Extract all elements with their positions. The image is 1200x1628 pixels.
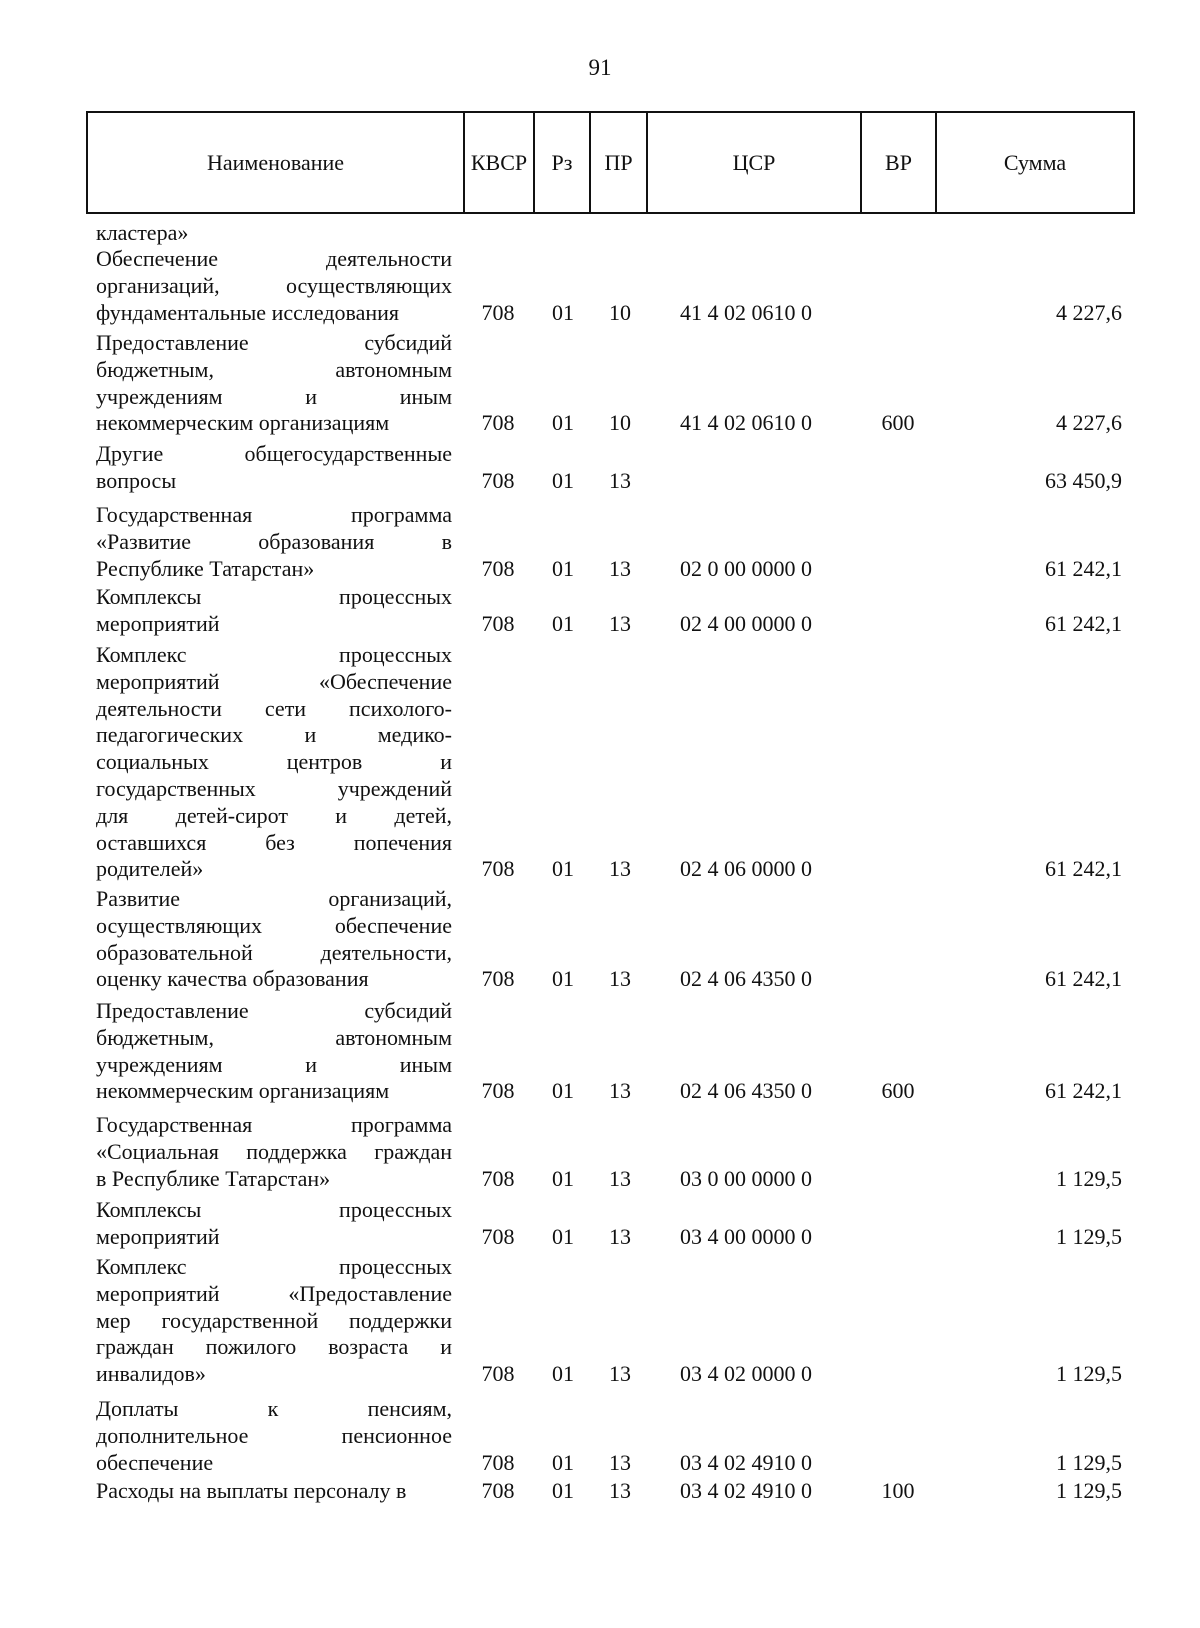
row-sum: 61 242,1 bbox=[1045, 966, 1122, 992]
row-csr: 03 4 00 0000 0 bbox=[680, 1223, 812, 1249]
row-pr: 13 bbox=[609, 966, 631, 992]
row-pr: 13 bbox=[609, 1078, 631, 1104]
row-sum: 61 242,1 bbox=[1045, 1078, 1122, 1104]
row-name-line: Комплекс процессных bbox=[96, 642, 452, 667]
row-name-line: мероприятий «Предоставление bbox=[96, 1280, 452, 1306]
row-pr: 10 bbox=[609, 299, 631, 325]
row-name bbox=[96, 246, 452, 326]
row-name bbox=[96, 220, 452, 247]
row-name-line: Комплекс процессных bbox=[96, 1254, 452, 1279]
row-name-line: бюджетным, автономным bbox=[96, 356, 452, 382]
row-name-line: Комплексы процессных bbox=[96, 584, 452, 609]
row-rz: 01 bbox=[552, 410, 574, 436]
row-csr: 03 4 02 0000 0 bbox=[680, 1361, 812, 1387]
row-name-line: Государственная программа bbox=[96, 1112, 452, 1137]
row-name-line: Развитие организаций, bbox=[96, 886, 452, 911]
header-vr: ВР bbox=[885, 149, 912, 175]
row-vr: 600 bbox=[881, 1078, 915, 1104]
row-kvsr: 708 bbox=[481, 410, 515, 436]
row-rz: 01 bbox=[552, 1449, 574, 1475]
row-sum: 61 242,1 bbox=[1045, 555, 1122, 581]
row-name-line: Государственная программа bbox=[96, 502, 452, 527]
row-name-line: Другие общегосударственные bbox=[96, 441, 452, 466]
row-rz: 01 bbox=[552, 1165, 574, 1191]
row-name-line: оценку качества образования bbox=[96, 966, 369, 992]
row-csr: 41 4 02 0610 0 bbox=[680, 299, 812, 325]
row-name-line: Расходы на выплаты персоналу в bbox=[96, 1478, 407, 1503]
table-header bbox=[86, 111, 1135, 214]
row-name-line: Предоставление субсидий bbox=[96, 998, 452, 1023]
row-csr: 02 4 06 4350 0 bbox=[680, 1078, 812, 1104]
row-name-line: Комплексы процессных bbox=[96, 1197, 452, 1222]
row-name-line: фундаментальные исследования bbox=[96, 299, 400, 325]
row-name-line: деятельности сети психолого- bbox=[96, 695, 452, 721]
row-csr: 02 4 06 0000 0 bbox=[680, 856, 812, 882]
row-name bbox=[96, 1112, 452, 1192]
row-name-line: мероприятий «Обеспечение bbox=[96, 668, 452, 694]
row-kvsr: 708 bbox=[481, 856, 515, 882]
header-pr: ПР bbox=[604, 149, 633, 175]
row-sum: 4 227,6 bbox=[1056, 299, 1122, 325]
row-name bbox=[96, 1478, 452, 1505]
row-name-line: обеспечение bbox=[96, 1449, 214, 1475]
row-name-line: Обеспечение деятельности bbox=[96, 246, 452, 271]
row-pr: 13 bbox=[609, 1223, 631, 1249]
row-name-line: учреждениям и иным bbox=[96, 383, 452, 409]
row-sum: 63 450,9 bbox=[1045, 467, 1122, 493]
row-rz: 01 bbox=[552, 610, 574, 636]
row-name bbox=[96, 642, 452, 883]
row-name bbox=[96, 1254, 452, 1388]
row-name-line: мероприятий bbox=[96, 1223, 220, 1249]
row-name-line: граждан пожилого возраста и bbox=[96, 1334, 452, 1360]
row-vr: 600 bbox=[881, 410, 915, 436]
row-csr: 03 4 02 4910 0 bbox=[680, 1478, 812, 1503]
row-kvsr: 708 bbox=[481, 299, 515, 325]
row-name bbox=[96, 441, 452, 495]
row-name-line: вопросы bbox=[96, 467, 177, 493]
row-kvsr: 708 bbox=[481, 555, 515, 581]
row-rz: 01 bbox=[552, 1223, 574, 1249]
row-name-line: оставшихся без попечения bbox=[96, 829, 452, 855]
row-name-line: осуществляющих обеспечение bbox=[96, 912, 452, 938]
row-name-line: родителей» bbox=[96, 856, 204, 882]
row-name-line: мер государственной поддержки bbox=[96, 1307, 452, 1333]
row-name bbox=[96, 502, 452, 582]
row-pr: 13 bbox=[609, 1361, 631, 1387]
page-number: 91 bbox=[588, 55, 612, 80]
header-rz: Рз bbox=[551, 149, 573, 175]
row-name bbox=[96, 886, 452, 993]
row-name-line: педагогических и медико- bbox=[96, 722, 452, 748]
row-pr: 13 bbox=[609, 610, 631, 636]
row-name-line: мероприятий bbox=[96, 610, 220, 636]
row-kvsr: 708 bbox=[481, 1078, 515, 1104]
row-pr: 13 bbox=[609, 1478, 631, 1503]
row-sum: 1 129,5 bbox=[1056, 1223, 1122, 1249]
row-pr: 13 bbox=[609, 856, 631, 882]
row-rz: 01 bbox=[552, 555, 574, 581]
header-name: Наименование bbox=[206, 149, 345, 175]
row-name-line: дополнительное пенсионное bbox=[96, 1422, 452, 1448]
row-name-line: бюджетным, автономным bbox=[96, 1024, 452, 1050]
row-rz: 01 bbox=[552, 1078, 574, 1104]
row-pr: 10 bbox=[609, 410, 631, 436]
row-pr: 13 bbox=[609, 467, 631, 493]
row-kvsr: 708 bbox=[481, 1361, 515, 1387]
row-rz: 01 bbox=[552, 1361, 574, 1387]
row-csr: 03 0 00 0000 0 bbox=[680, 1165, 812, 1191]
row-csr: 02 4 00 0000 0 bbox=[680, 610, 812, 636]
row-rz: 01 bbox=[552, 299, 574, 325]
row-name-line: государственных учреждений bbox=[96, 775, 452, 801]
row-kvsr: 708 bbox=[481, 1165, 515, 1191]
row-sum: 1 129,5 bbox=[1056, 1449, 1122, 1475]
row-kvsr: 708 bbox=[481, 1223, 515, 1249]
row-name-line: Республике Татарстан» bbox=[96, 555, 315, 581]
row-csr: 02 0 00 0000 0 bbox=[680, 555, 812, 581]
row-name bbox=[96, 584, 452, 638]
row-name bbox=[96, 1396, 452, 1476]
row-pr: 13 bbox=[609, 1165, 631, 1191]
row-name-line: Доплаты к пенсиям, bbox=[96, 1396, 452, 1421]
row-name-line: некоммерческим организациям bbox=[96, 1078, 390, 1104]
row-sum: 61 242,1 bbox=[1045, 610, 1122, 636]
row-sum: 61 242,1 bbox=[1045, 856, 1122, 882]
row-name-line: для детей-сирот и детей, bbox=[96, 802, 452, 828]
row-name-line: инвалидов» bbox=[96, 1361, 206, 1387]
row-name-line: Предоставление субсидий bbox=[96, 330, 452, 355]
row-rz: 01 bbox=[552, 1478, 574, 1503]
row-sum: 1 129,5 bbox=[1056, 1478, 1122, 1503]
row-kvsr: 708 bbox=[481, 966, 515, 992]
row-sum: 1 129,5 bbox=[1056, 1165, 1122, 1191]
row-kvsr: 708 bbox=[481, 1478, 515, 1503]
header-sum: Сумма bbox=[1003, 149, 1067, 175]
row-name-line: «Социальная поддержка граждан bbox=[96, 1138, 452, 1164]
row-rz: 01 bbox=[552, 467, 574, 493]
row-rz: 01 bbox=[552, 856, 574, 882]
row-name-line: образовательной деятельности, bbox=[96, 939, 452, 965]
row-name bbox=[96, 330, 452, 437]
row-kvsr: 708 bbox=[481, 1449, 515, 1475]
row-csr: 03 4 02 4910 0 bbox=[680, 1449, 812, 1475]
row-csr: 02 4 06 4350 0 bbox=[680, 966, 812, 992]
row-name-line: в Республике Татарстан» bbox=[96, 1165, 331, 1191]
row-name-line: организаций, осуществляющих bbox=[96, 272, 452, 298]
row-sum: 4 227,6 bbox=[1056, 410, 1122, 436]
row-sum: 1 129,5 bbox=[1056, 1361, 1122, 1387]
row-name-line: социальных центров и bbox=[96, 749, 452, 775]
row-name bbox=[96, 1197, 452, 1251]
row-pr: 13 bbox=[609, 555, 631, 581]
row-name-line: некоммерческим организациям bbox=[96, 410, 390, 436]
row-name bbox=[96, 998, 452, 1105]
row-pr: 13 bbox=[609, 1449, 631, 1475]
row-name-line: «Развитие образования в bbox=[96, 528, 452, 554]
row-kvsr: 708 bbox=[481, 467, 515, 493]
header-kvsr: КВСР bbox=[470, 149, 528, 175]
row-csr: 41 4 02 0610 0 bbox=[680, 410, 812, 436]
header-csr: ЦСР bbox=[732, 149, 776, 175]
row-name-line: учреждениям и иным bbox=[96, 1051, 452, 1077]
row-vr: 100 bbox=[881, 1478, 915, 1503]
row-rz: 01 bbox=[552, 966, 574, 992]
row-kvsr: 708 bbox=[481, 610, 515, 636]
row-name-line: кластера» bbox=[96, 220, 189, 245]
